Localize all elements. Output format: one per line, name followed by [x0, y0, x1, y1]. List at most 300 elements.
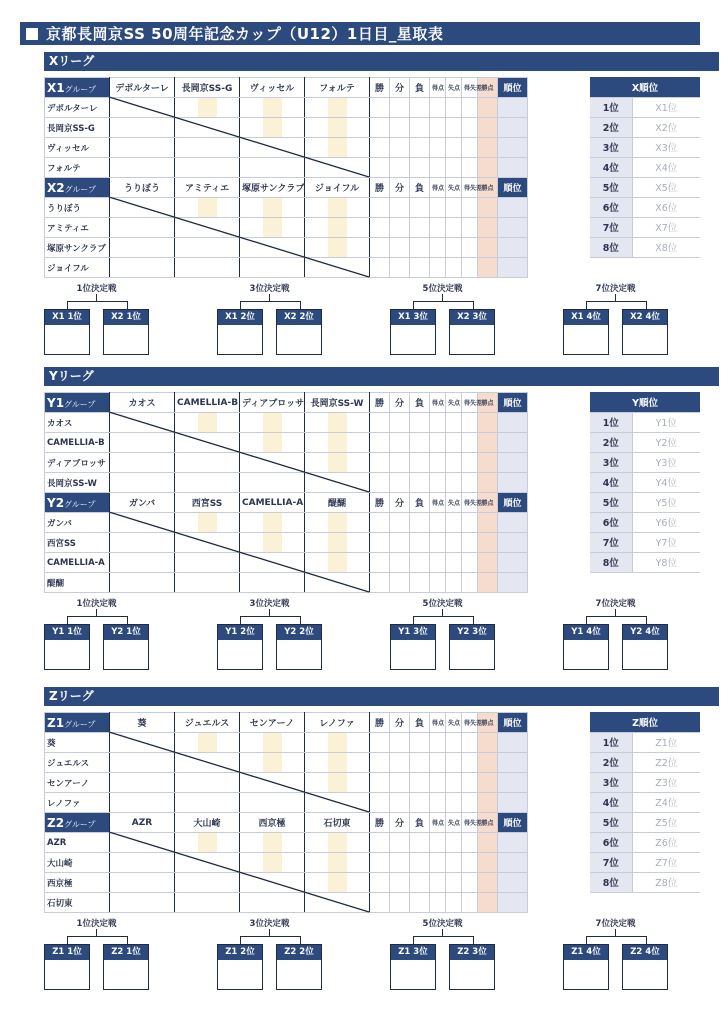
points-cell[interactable] — [478, 553, 498, 573]
stat-cell[interactable] — [430, 853, 446, 873]
score-cell[interactable] — [240, 573, 305, 593]
points-cell[interactable] — [478, 118, 498, 138]
rank-placeholder[interactable]: Z4位 — [632, 792, 700, 812]
score-cell[interactable] — [110, 513, 175, 533]
stat-cell[interactable] — [446, 553, 462, 573]
points-cell[interactable] — [478, 198, 498, 218]
rank-cell[interactable] — [498, 833, 528, 853]
stat-cell[interactable] — [446, 853, 462, 873]
stat-cell[interactable] — [462, 793, 478, 813]
stat-cell[interactable] — [430, 198, 446, 218]
score-cell[interactable] — [110, 473, 175, 493]
stat-cell[interactable] — [410, 733, 430, 753]
score-cell[interactable] — [110, 98, 175, 118]
rank-cell[interactable] — [498, 473, 528, 493]
stat-cell[interactable] — [446, 793, 462, 813]
score-cell[interactable] — [305, 833, 370, 853]
stat-cell[interactable] — [390, 473, 410, 493]
stat-cell[interactable] — [430, 573, 446, 593]
stat-cell[interactable] — [370, 238, 390, 258]
stat-cell[interactable] — [446, 753, 462, 773]
score-cell[interactable] — [175, 513, 240, 533]
rank-placeholder[interactable]: X5位 — [632, 177, 700, 197]
score-cell[interactable] — [240, 218, 305, 238]
stat-cell[interactable] — [462, 833, 478, 853]
match-score-box[interactable] — [276, 309, 322, 355]
stat-cell[interactable] — [390, 413, 410, 433]
rank-cell[interactable] — [498, 158, 528, 178]
stat-cell[interactable] — [410, 533, 430, 553]
stat-cell[interactable] — [370, 753, 390, 773]
match-score-box[interactable] — [103, 624, 149, 670]
score-cell[interactable] — [110, 893, 175, 913]
stat-cell[interactable] — [390, 198, 410, 218]
stat-cell[interactable] — [446, 533, 462, 553]
match-score-box[interactable] — [217, 944, 263, 990]
stat-cell[interactable] — [410, 893, 430, 913]
stat-cell[interactable] — [462, 138, 478, 158]
score-cell[interactable] — [240, 733, 305, 753]
score-cell[interactable] — [110, 533, 175, 553]
stat-cell[interactable] — [462, 98, 478, 118]
stat-cell[interactable] — [410, 433, 430, 453]
match-score-box[interactable] — [44, 624, 90, 670]
score-cell[interactable] — [240, 793, 305, 813]
stat-cell[interactable] — [430, 433, 446, 453]
stat-cell[interactable] — [370, 553, 390, 573]
score-cell[interactable] — [305, 198, 370, 218]
rank-cell[interactable] — [498, 873, 528, 893]
stat-cell[interactable] — [430, 98, 446, 118]
stat-cell[interactable] — [390, 853, 410, 873]
rank-placeholder[interactable]: X8位 — [632, 237, 700, 257]
score-cell[interactable] — [110, 118, 175, 138]
stat-cell[interactable] — [462, 733, 478, 753]
stat-cell[interactable] — [446, 833, 462, 853]
rank-placeholder[interactable]: X2位 — [632, 117, 700, 137]
score-cell[interactable] — [305, 453, 370, 473]
score-cell[interactable] — [305, 98, 370, 118]
score-cell[interactable] — [175, 773, 240, 793]
stat-cell[interactable] — [390, 833, 410, 853]
stat-cell[interactable] — [390, 573, 410, 593]
stat-cell[interactable] — [390, 513, 410, 533]
stat-cell[interactable] — [370, 453, 390, 473]
stat-cell[interactable] — [462, 893, 478, 913]
rank-cell[interactable] — [498, 453, 528, 473]
match-score-box[interactable] — [276, 944, 322, 990]
score-cell[interactable] — [305, 473, 370, 493]
rank-cell[interactable] — [498, 433, 528, 453]
score-cell[interactable] — [305, 753, 370, 773]
stat-cell[interactable] — [410, 453, 430, 473]
stat-cell[interactable] — [430, 833, 446, 853]
match-score-box[interactable] — [563, 944, 609, 990]
stat-cell[interactable] — [410, 753, 430, 773]
score-cell[interactable] — [110, 413, 175, 433]
match-score-box[interactable] — [622, 309, 668, 355]
score-cell[interactable] — [305, 853, 370, 873]
score-cell[interactable] — [110, 138, 175, 158]
score-cell[interactable] — [110, 773, 175, 793]
stat-cell[interactable] — [462, 773, 478, 793]
score-cell[interactable] — [305, 433, 370, 453]
stat-cell[interactable] — [446, 733, 462, 753]
points-cell[interactable] — [478, 773, 498, 793]
score-cell[interactable] — [110, 793, 175, 813]
match-score-box[interactable] — [390, 624, 436, 670]
score-cell[interactable] — [240, 513, 305, 533]
score-cell[interactable] — [175, 433, 240, 453]
rank-cell[interactable] — [498, 513, 528, 533]
rank-placeholder[interactable]: X4位 — [632, 157, 700, 177]
stat-cell[interactable] — [430, 218, 446, 238]
score-cell[interactable] — [110, 733, 175, 753]
rank-placeholder[interactable]: Y5位 — [632, 492, 700, 512]
stat-cell[interactable] — [370, 258, 390, 278]
score-cell[interactable] — [175, 853, 240, 873]
stat-cell[interactable] — [462, 553, 478, 573]
match-score-box[interactable] — [390, 309, 436, 355]
score-cell[interactable] — [110, 158, 175, 178]
stat-cell[interactable] — [390, 773, 410, 793]
rank-placeholder[interactable]: Z3位 — [632, 772, 700, 792]
stat-cell[interactable] — [430, 118, 446, 138]
score-cell[interactable] — [305, 138, 370, 158]
rank-placeholder[interactable]: Z7位 — [632, 852, 700, 872]
stat-cell[interactable] — [430, 453, 446, 473]
score-cell[interactable] — [110, 433, 175, 453]
rank-cell[interactable] — [498, 238, 528, 258]
stat-cell[interactable] — [446, 238, 462, 258]
stat-cell[interactable] — [410, 158, 430, 178]
match-score-box[interactable] — [563, 624, 609, 670]
score-cell[interactable] — [240, 753, 305, 773]
stat-cell[interactable] — [410, 198, 430, 218]
score-cell[interactable] — [305, 533, 370, 553]
rank-placeholder[interactable]: Z8位 — [632, 872, 700, 892]
score-cell[interactable] — [175, 573, 240, 593]
score-cell[interactable] — [240, 198, 305, 218]
points-cell[interactable] — [478, 413, 498, 433]
stat-cell[interactable] — [446, 473, 462, 493]
score-cell[interactable] — [240, 553, 305, 573]
score-cell[interactable] — [175, 238, 240, 258]
score-cell[interactable] — [175, 733, 240, 753]
stat-cell[interactable] — [370, 893, 390, 913]
score-cell[interactable] — [110, 258, 175, 278]
points-cell[interactable] — [478, 833, 498, 853]
stat-cell[interactable] — [410, 853, 430, 873]
stat-cell[interactable] — [446, 513, 462, 533]
stat-cell[interactable] — [430, 773, 446, 793]
stat-cell[interactable] — [390, 433, 410, 453]
score-cell[interactable] — [305, 893, 370, 913]
stat-cell[interactable] — [430, 138, 446, 158]
score-cell[interactable] — [305, 118, 370, 138]
stat-cell[interactable] — [462, 473, 478, 493]
stat-cell[interactable] — [390, 98, 410, 118]
stat-cell[interactable] — [410, 793, 430, 813]
rank-placeholder[interactable]: Z2位 — [632, 752, 700, 772]
rank-placeholder[interactable]: Y1位 — [632, 412, 700, 432]
stat-cell[interactable] — [410, 833, 430, 853]
score-cell[interactable] — [240, 138, 305, 158]
stat-cell[interactable] — [390, 138, 410, 158]
stat-cell[interactable] — [370, 198, 390, 218]
score-cell[interactable] — [305, 573, 370, 593]
stat-cell[interactable] — [462, 238, 478, 258]
points-cell[interactable] — [478, 98, 498, 118]
match-score-box[interactable] — [44, 944, 90, 990]
points-cell[interactable] — [478, 793, 498, 813]
points-cell[interactable] — [478, 513, 498, 533]
stat-cell[interactable] — [370, 833, 390, 853]
rank-placeholder[interactable]: Y8位 — [632, 552, 700, 572]
rank-cell[interactable] — [498, 218, 528, 238]
score-cell[interactable] — [175, 753, 240, 773]
score-cell[interactable] — [175, 553, 240, 573]
stat-cell[interactable] — [390, 158, 410, 178]
stat-cell[interactable] — [430, 753, 446, 773]
stat-cell[interactable] — [446, 893, 462, 913]
stat-cell[interactable] — [370, 158, 390, 178]
score-cell[interactable] — [110, 218, 175, 238]
score-cell[interactable] — [110, 873, 175, 893]
stat-cell[interactable] — [446, 138, 462, 158]
score-cell[interactable] — [110, 238, 175, 258]
stat-cell[interactable] — [446, 573, 462, 593]
rank-cell[interactable] — [498, 198, 528, 218]
score-cell[interactable] — [305, 513, 370, 533]
score-cell[interactable] — [305, 258, 370, 278]
match-score-box[interactable] — [449, 309, 495, 355]
stat-cell[interactable] — [370, 773, 390, 793]
stat-cell[interactable] — [410, 553, 430, 573]
stat-cell[interactable] — [370, 98, 390, 118]
score-cell[interactable] — [110, 853, 175, 873]
rank-cell[interactable] — [498, 893, 528, 913]
stat-cell[interactable] — [462, 413, 478, 433]
score-cell[interactable] — [110, 573, 175, 593]
match-score-box[interactable] — [622, 624, 668, 670]
stat-cell[interactable] — [370, 853, 390, 873]
score-cell[interactable] — [175, 793, 240, 813]
rank-cell[interactable] — [498, 413, 528, 433]
score-cell[interactable] — [110, 753, 175, 773]
score-cell[interactable] — [175, 473, 240, 493]
stat-cell[interactable] — [370, 793, 390, 813]
stat-cell[interactable] — [370, 413, 390, 433]
score-cell[interactable] — [175, 413, 240, 433]
match-score-box[interactable] — [276, 624, 322, 670]
points-cell[interactable] — [478, 533, 498, 553]
stat-cell[interactable] — [410, 513, 430, 533]
stat-cell[interactable] — [446, 433, 462, 453]
score-cell[interactable] — [305, 873, 370, 893]
match-score-box[interactable] — [622, 944, 668, 990]
stat-cell[interactable] — [370, 473, 390, 493]
score-cell[interactable] — [240, 453, 305, 473]
score-cell[interactable] — [305, 793, 370, 813]
points-cell[interactable] — [478, 733, 498, 753]
rank-placeholder[interactable]: Z1位 — [632, 732, 700, 752]
rank-cell[interactable] — [498, 793, 528, 813]
score-cell[interactable] — [305, 553, 370, 573]
match-score-box[interactable] — [103, 944, 149, 990]
match-score-box[interactable] — [103, 309, 149, 355]
score-cell[interactable] — [240, 773, 305, 793]
score-cell[interactable] — [175, 118, 240, 138]
score-cell[interactable] — [240, 833, 305, 853]
points-cell[interactable] — [478, 453, 498, 473]
stat-cell[interactable] — [370, 138, 390, 158]
points-cell[interactable] — [478, 893, 498, 913]
stat-cell[interactable] — [390, 218, 410, 238]
stat-cell[interactable] — [446, 413, 462, 433]
stat-cell[interactable] — [370, 533, 390, 553]
points-cell[interactable] — [478, 433, 498, 453]
stat-cell[interactable] — [410, 413, 430, 433]
stat-cell[interactable] — [462, 158, 478, 178]
score-cell[interactable] — [240, 118, 305, 138]
stat-cell[interactable] — [390, 793, 410, 813]
score-cell[interactable] — [175, 198, 240, 218]
stat-cell[interactable] — [390, 553, 410, 573]
score-cell[interactable] — [175, 453, 240, 473]
rank-cell[interactable] — [498, 138, 528, 158]
stat-cell[interactable] — [430, 513, 446, 533]
score-cell[interactable] — [175, 893, 240, 913]
stat-cell[interactable] — [462, 753, 478, 773]
points-cell[interactable] — [478, 473, 498, 493]
rank-placeholder[interactable]: Y7位 — [632, 532, 700, 552]
stat-cell[interactable] — [462, 533, 478, 553]
points-cell[interactable] — [478, 853, 498, 873]
rank-placeholder[interactable]: X7位 — [632, 217, 700, 237]
rank-placeholder[interactable]: Y4位 — [632, 472, 700, 492]
rank-placeholder[interactable]: Y6位 — [632, 512, 700, 532]
score-cell[interactable] — [110, 553, 175, 573]
stat-cell[interactable] — [390, 238, 410, 258]
stat-cell[interactable] — [446, 218, 462, 238]
rank-placeholder[interactable]: Y2位 — [632, 432, 700, 452]
stat-cell[interactable] — [462, 258, 478, 278]
stat-cell[interactable] — [430, 413, 446, 433]
rank-cell[interactable] — [498, 98, 528, 118]
rank-cell[interactable] — [498, 853, 528, 873]
match-score-box[interactable] — [563, 309, 609, 355]
points-cell[interactable] — [478, 753, 498, 773]
stat-cell[interactable] — [410, 238, 430, 258]
stat-cell[interactable] — [446, 453, 462, 473]
points-cell[interactable] — [478, 238, 498, 258]
score-cell[interactable] — [175, 533, 240, 553]
score-cell[interactable] — [175, 218, 240, 238]
rank-cell[interactable] — [498, 533, 528, 553]
stat-cell[interactable] — [430, 473, 446, 493]
score-cell[interactable] — [240, 473, 305, 493]
rank-placeholder[interactable]: Z5位 — [632, 812, 700, 832]
score-cell[interactable] — [305, 158, 370, 178]
stat-cell[interactable] — [410, 873, 430, 893]
points-cell[interactable] — [478, 573, 498, 593]
stat-cell[interactable] — [370, 573, 390, 593]
score-cell[interactable] — [240, 413, 305, 433]
stat-cell[interactable] — [446, 258, 462, 278]
score-cell[interactable] — [175, 158, 240, 178]
score-cell[interactable] — [305, 218, 370, 238]
stat-cell[interactable] — [446, 118, 462, 138]
stat-cell[interactable] — [462, 198, 478, 218]
stat-cell[interactable] — [430, 873, 446, 893]
score-cell[interactable] — [240, 853, 305, 873]
stat-cell[interactable] — [462, 573, 478, 593]
stat-cell[interactable] — [370, 433, 390, 453]
score-cell[interactable] — [240, 238, 305, 258]
stat-cell[interactable] — [446, 198, 462, 218]
stat-cell[interactable] — [410, 218, 430, 238]
score-cell[interactable] — [240, 258, 305, 278]
match-score-box[interactable] — [390, 944, 436, 990]
score-cell[interactable] — [240, 893, 305, 913]
rank-placeholder[interactable]: X1位 — [632, 97, 700, 117]
match-score-box[interactable] — [217, 309, 263, 355]
stat-cell[interactable] — [462, 873, 478, 893]
score-cell[interactable] — [305, 238, 370, 258]
stat-cell[interactable] — [462, 118, 478, 138]
rank-placeholder[interactable]: Z6位 — [632, 832, 700, 852]
stat-cell[interactable] — [370, 873, 390, 893]
stat-cell[interactable] — [390, 258, 410, 278]
rank-cell[interactable] — [498, 553, 528, 573]
match-score-box[interactable] — [44, 309, 90, 355]
stat-cell[interactable] — [410, 98, 430, 118]
stat-cell[interactable] — [410, 773, 430, 793]
stat-cell[interactable] — [410, 473, 430, 493]
match-score-box[interactable] — [217, 624, 263, 670]
score-cell[interactable] — [305, 413, 370, 433]
rank-cell[interactable] — [498, 733, 528, 753]
score-cell[interactable] — [240, 433, 305, 453]
stat-cell[interactable] — [370, 733, 390, 753]
stat-cell[interactable] — [446, 873, 462, 893]
stat-cell[interactable] — [446, 158, 462, 178]
points-cell[interactable] — [478, 158, 498, 178]
rank-placeholder[interactable]: X6位 — [632, 197, 700, 217]
score-cell[interactable] — [110, 833, 175, 853]
score-cell[interactable] — [305, 773, 370, 793]
match-score-box[interactable] — [449, 944, 495, 990]
stat-cell[interactable] — [390, 733, 410, 753]
stat-cell[interactable] — [410, 138, 430, 158]
points-cell[interactable] — [478, 873, 498, 893]
score-cell[interactable] — [175, 138, 240, 158]
score-cell[interactable] — [240, 533, 305, 553]
stat-cell[interactable] — [462, 218, 478, 238]
score-cell[interactable] — [175, 833, 240, 853]
stat-cell[interactable] — [430, 893, 446, 913]
stat-cell[interactable] — [430, 733, 446, 753]
score-cell[interactable] — [110, 198, 175, 218]
stat-cell[interactable] — [446, 98, 462, 118]
score-cell[interactable] — [110, 453, 175, 473]
points-cell[interactable] — [478, 138, 498, 158]
score-cell[interactable] — [240, 158, 305, 178]
stat-cell[interactable] — [370, 118, 390, 138]
stat-cell[interactable] — [430, 793, 446, 813]
score-cell[interactable] — [240, 98, 305, 118]
